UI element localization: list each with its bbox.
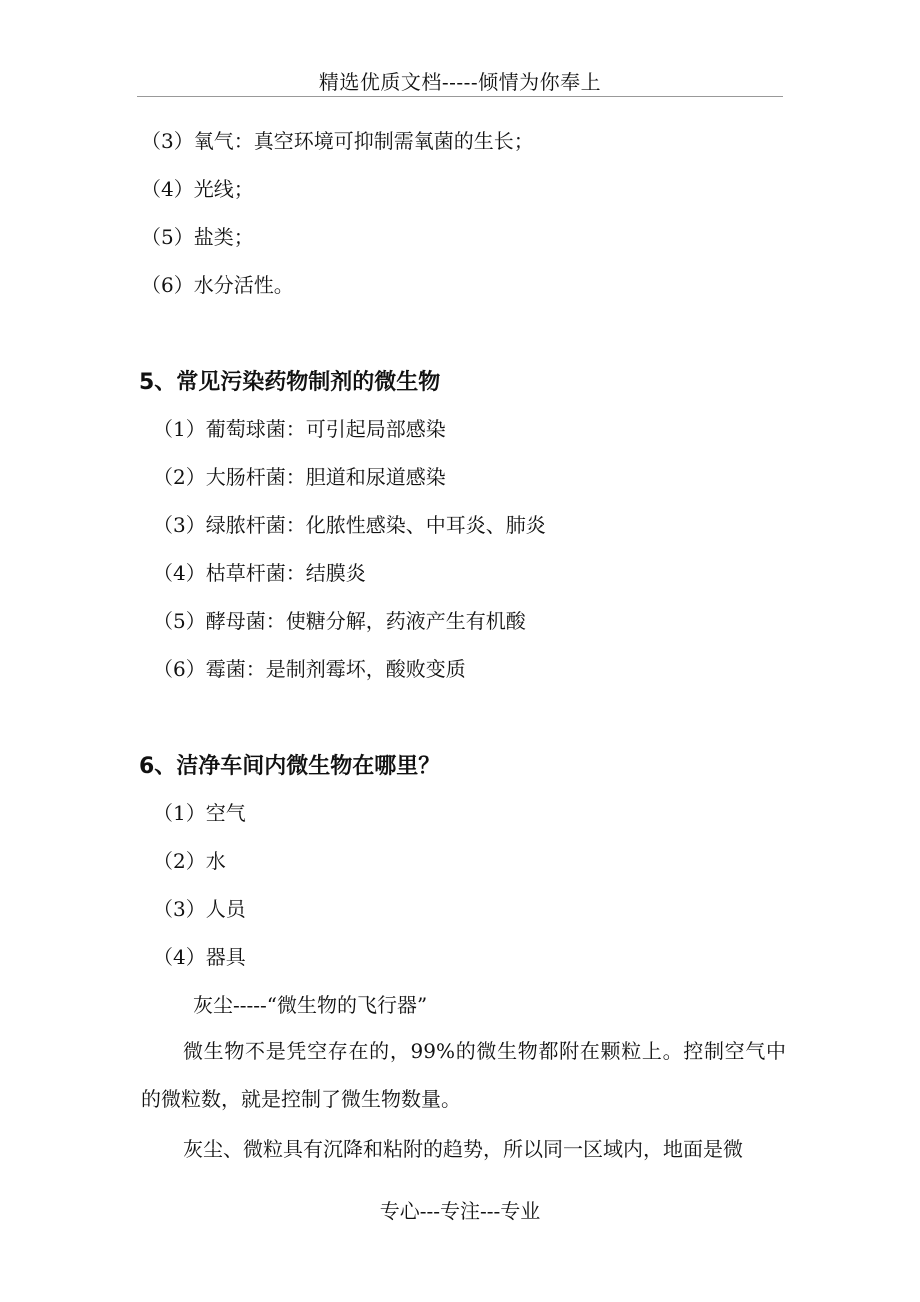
list-item: （6）霉菌：是制剂霉坏，酸败变质 bbox=[153, 657, 466, 681]
list-item: （5）盐类； bbox=[141, 225, 254, 249]
list-item: （2）大肠杆菌：胆道和尿道感染 bbox=[153, 465, 446, 489]
list-item: （5）酵母菌：使糖分解，药液产生有机酸 bbox=[153, 609, 526, 633]
list-item: （3）绿脓杆菌：化脓性感染、中耳炎、肺炎 bbox=[153, 513, 546, 537]
page-header: 精选优质文档-----倾情为你奉上 bbox=[318, 70, 602, 94]
list-item: （3）人员 bbox=[153, 897, 246, 921]
list-item: （3）氧气：真空环境可抑制需氧菌的生长； bbox=[141, 129, 534, 153]
dust-line: 灰尘-----“微生物的飞行器” bbox=[193, 993, 428, 1017]
list-item: （4）光线； bbox=[141, 177, 254, 201]
section-5-heading: 5、常见污染药物制剂的微生物 bbox=[139, 370, 441, 395]
paragraph-dust-settling: 灰尘、微粒具有沉降和粘附的趋势，所以同一区域内，地面是微 bbox=[183, 1137, 743, 1161]
section-6-heading: 6、洁净车间内微生物在哪里？ bbox=[139, 754, 441, 779]
list-item: （1）葡萄球菌：可引起局部感染 bbox=[153, 417, 446, 441]
paragraph-microbes-particles: 微生物不是凭空存在的，99%的微生物都附在颗粒上。控制空气中的微粒数，就是控制了微生物数量。 bbox=[141, 1039, 786, 1111]
header-divider bbox=[137, 96, 783, 97]
list-item: （2）水 bbox=[153, 849, 226, 873]
list-item: （4）器具 bbox=[153, 945, 246, 969]
list-item: （6）水分活性。 bbox=[141, 273, 294, 297]
list-item: （1）空气 bbox=[153, 801, 246, 825]
list-item: （4）枯草杆菌：结膜炎 bbox=[153, 561, 366, 585]
page-footer: 专心---专注---专业 bbox=[379, 1199, 541, 1223]
